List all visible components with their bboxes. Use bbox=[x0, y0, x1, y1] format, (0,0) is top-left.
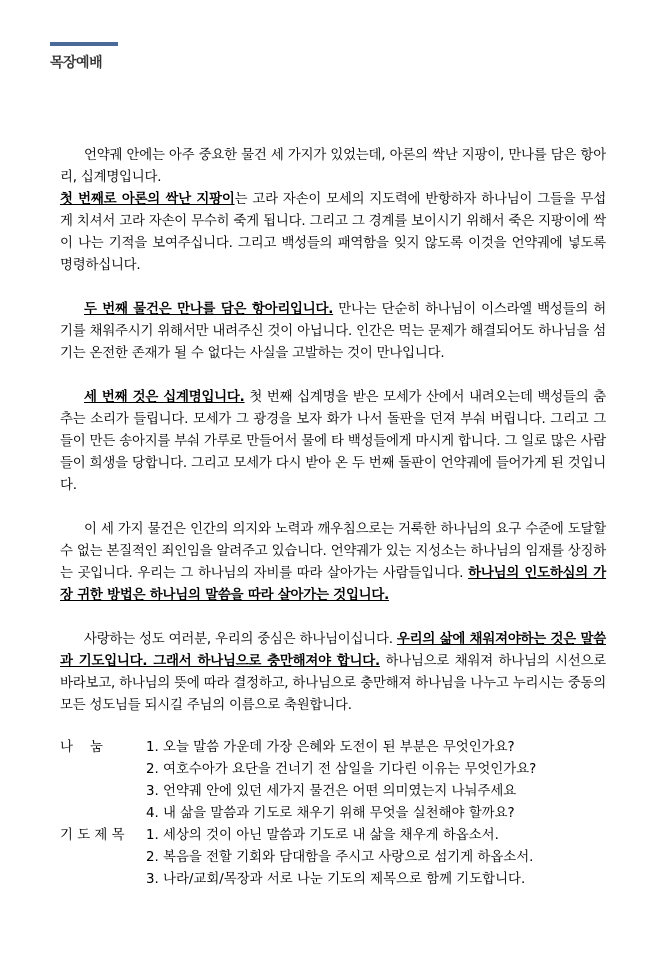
second-item-text: 만나는 단순히 하나님이 이스라엘 백성들의 허기를 채워주시기 위해서만 내려주신 것이 아닙니다. 인간은 먹는 문제가 해결되어도 하나님을 섬기는 온전한 존재가 될 수 없다는 사실을 고발하는 것이 만나입니다. bbox=[60, 302, 607, 361]
list-item: 2. 여호수아가 요단을 건너기 전 삼일을 기다린 이유는 무엇인가요? bbox=[146, 762, 537, 777]
prayer-row bbox=[60, 825, 620, 891]
summary-text: 이 세 가지 물건은 인간의 의지와 노력과 깨우침으로는 거룩한 하나님의 요구 수준에 도달할 수 없는 본질적인 죄인임을 알려주고 있습니다. 언약궤가 있는 지성소는 하나님의 임재를 상징하는 곳입니다. 우리는 그 하나님의 자비를 따라 살아가는 사람들입니다. bbox=[60, 522, 606, 581]
list-item: 2. 복음을 전할 기회와 담대함을 주시고 사랑으로 섬기게 하옵소서. bbox=[146, 850, 534, 865]
page-title: 목장예배 bbox=[50, 55, 103, 71]
list-item: 3. 나라/교회/목장과 서로 나눈 기도의 제목으로 함께 기도합니다. bbox=[146, 872, 526, 887]
list-item: 1. 세상의 것이 아닌 말씀과 기도로 내 삶을 채우게 하옵소서. bbox=[146, 828, 499, 843]
second-item-heading: 두 번째 물건은 만나를 담은 항아리입니다. bbox=[84, 302, 334, 317]
sermon-body bbox=[60, 145, 606, 739]
sharing-label: 나 눔 bbox=[60, 740, 103, 755]
closing-emphasis: 우리의 삶에 채워져야하는 것은 말씀과 기도입니다. 그래서 하나님으로 충만해져야 합니다. bbox=[60, 632, 606, 669]
intro-line: 언약궤 안에는 아주 중요한 물건 세 가지가 있었는데, 아론의 싹난 지팡이, 만나를 담은 항아리, 십계명입니다. bbox=[60, 148, 606, 185]
intro-paragraph bbox=[60, 145, 606, 277]
first-item-text: 는 고라 자손이 모세의 지도력에 반항하자 하나님이 그들을 무섭게 치셔서 고라 자손이 무수히 죽게 됩니다. 그리고 그 경계를 보이시기 위해서 죽은 지팡이에 싹이 나는 기적을 보여주십니다. 그리고 백성들의 패역함을 잊지 않도록 이것을 언약궤에 넣도록 명령하십니다. bbox=[60, 192, 606, 273]
third-item-paragraph bbox=[60, 387, 606, 497]
closing-text: 하나님으로 채워져 하나님의 시선으로 바라보고, 하나님의 뜻에 따라 결정하고, 하나님으로 충만해져 하나님을 나누고 누리시는 중동의 모든 성도님들 되시길 주님의 이름으로 축원합니다. bbox=[60, 654, 606, 713]
third-item-heading: 세 번째 것은 십계명입니다. bbox=[84, 390, 245, 405]
prayer-section bbox=[60, 825, 620, 891]
list-item: 1. 오늘 말씀 가운데 가장 은혜와 도전이 된 부분은 무엇인가요? bbox=[146, 740, 515, 755]
summary-paragraph bbox=[60, 519, 606, 607]
third-item-text: 첫 번째 십계명을 받은 모세가 산에서 내려오는데 백성들의 춤추는 소리가 들립니다. 모세가 그 광경을 보자 화가 나서 돌판을 던져 부숴 버립니다. 그리고 그들이 만든 송아지를 부숴 가루로 만들어서 물에 타 백성들에게 마시게 합니다. 그 일로 많은 사람들이 희생을 당합니다. 그리고 모세가 다시 받아 온 두 번째 돌판이 언약궤에 들어가게 된 것입니다. bbox=[60, 390, 606, 493]
sharing-row bbox=[60, 737, 620, 825]
list-item: 3. 언약궤 안에 있던 세가지 물건은 어떤 의미였는지 나눠주세요 bbox=[146, 784, 517, 799]
sharing-list bbox=[146, 737, 620, 825]
summary-emphasis: 하나님의 인도하심의 가장 귀한 방법은 하나님의 말씀을 따라 살아가는 것입니다. bbox=[60, 566, 606, 603]
sharing-section bbox=[60, 737, 620, 825]
prayer-list bbox=[146, 825, 620, 891]
header-accent-bar bbox=[50, 42, 118, 46]
first-item-heading: 첫 번째로 아론의 싹난 지팡이 bbox=[60, 192, 235, 207]
closing-lead: 사랑하는 성도 여러분, 우리의 중심은 하나님이십니다. bbox=[84, 632, 397, 647]
list-item: 4. 내 삶을 말씀과 기도로 채우기 위해 무엇을 실천해야 할까요? bbox=[146, 806, 515, 821]
second-item-paragraph bbox=[60, 299, 606, 365]
prayer-label: 기 도 제 목 bbox=[60, 828, 125, 843]
closing-paragraph bbox=[60, 629, 606, 717]
